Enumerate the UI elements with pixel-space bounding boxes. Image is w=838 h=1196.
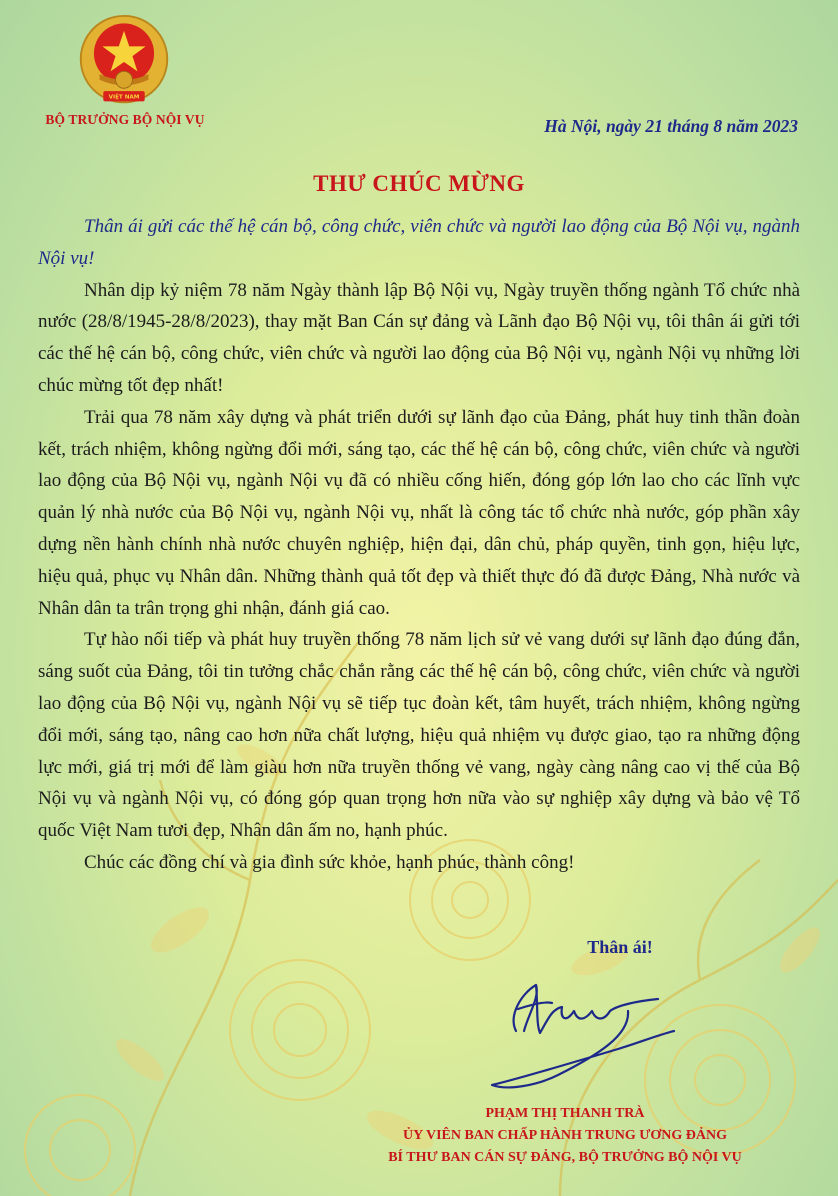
letter-body <box>38 211 800 879</box>
signer-title-1: ỦY VIÊN BAN CHẤP HÀNH TRUNG ƯƠNG ĐẢNG <box>403 1128 727 1143</box>
national-emblem-icon <box>77 12 171 110</box>
closing-line: Thân ái! <box>587 937 653 957</box>
signature-image <box>478 975 688 1095</box>
signer-name: PHẠM THỊ THANH TRÀ <box>485 1106 645 1121</box>
letter-title: THƯ CHÚC MỪNG <box>313 171 525 196</box>
date-line: Hà Nội, ngày 21 tháng 8 năm 2023 <box>544 116 798 136</box>
signer-block <box>330 1103 800 1169</box>
greeting-line: Thân ái gửi các thế hệ cán bộ, công chức, viên chức và người lao động của Bộ Nội vụ, ngành Nội vụ! <box>38 216 800 269</box>
body-paragraph: Chúc các đồng chí và gia đình sức khỏe, hạnh phúc, thành công! <box>84 851 575 873</box>
body-paragraph: Trải qua 78 năm xây dựng và phát triển dưới sự lãnh đạo của Đảng, phát huy tinh thần đoàn kết, trách nhiệm, không ngừng đổi mới, sáng tạo, các thế hệ cán bộ, công chức, viên chức và người lao động của Bộ Nội vụ, ngành Nội vụ đã có nhiều cống hiến, đóng góp lớn lao cho các lĩnh vực quản lý nhà nước của Bộ Nội vụ, ngành Nội vụ, nhất là công tác tổ chức nhà nước, góp phần xây dựng nền hành chính nhà nước chuyên nghiệp, hiện đại, dân chủ, pháp quyền, tinh gọn, hiệu lực, hiệu quả, phục vụ Nhân dân. Những thành quả tốt đẹp và thiết thực đó đã được Đảng, Nhà nước và Nhân dân ta trân trọng ghi nhận, đánh giá cao. <box>38 406 800 619</box>
body-paragraph: Tự hào nối tiếp và phát huy truyền thống 78 năm lịch sử vẻ vang dưới sự lãnh đạo đúng đắn, sáng suốt của Đảng, tôi tin tưởng chắc chắn rằng các thế hệ cán bộ, công chức, viên chức và người lao động của Bộ Nội vụ, ngành Nội vụ sẽ tiếp tục đoàn kết, tâm huyết, trách nhiệm, không ngừng đổi mới, sáng tạo, nâng cao hơn nữa chất lượng, hiệu quả nhiệm vụ được giao, tạo ra những động lực mới, giá trị mới để làm giàu hơn nữa truyền thống vẻ vang, ngày càng nâng cao vị thế của Bộ Nội vụ và ngành Nội vụ, có đóng góp quan trọng hơn nữa vào sự nghiệp xây dựng và bảo vệ Tổ quốc Việt Nam tươi đẹp, Nhân dân ấm no, hạnh phúc. <box>38 629 800 842</box>
signer-title-2: BÍ THƯ BAN CÁN SỰ ĐẢNG, BỘ TRƯỞNG BỘ NỘI VỤ <box>388 1150 742 1165</box>
emblem-text: VIỆT NAM <box>108 94 140 101</box>
ministry-heading: BỘ TRƯỞNG BỘ NỘI VỤ <box>45 112 205 127</box>
body-paragraph: Nhân dịp kỷ niệm 78 năm Ngày thành lập Bộ Nội vụ, Ngày truyền thống ngành Tổ chức nhà nước (28/8/1945-28/8/2023), thay mặt Ban Cán sự đảng và Lãnh đạo Bộ Nội vụ, tôi thân ái gửi tới các thế hệ cán bộ, công chức, viên chức và người lao động của Bộ Nội vụ, ngành Nội vụ những lời chúc mừng tốt đẹp nhất! <box>38 279 800 396</box>
